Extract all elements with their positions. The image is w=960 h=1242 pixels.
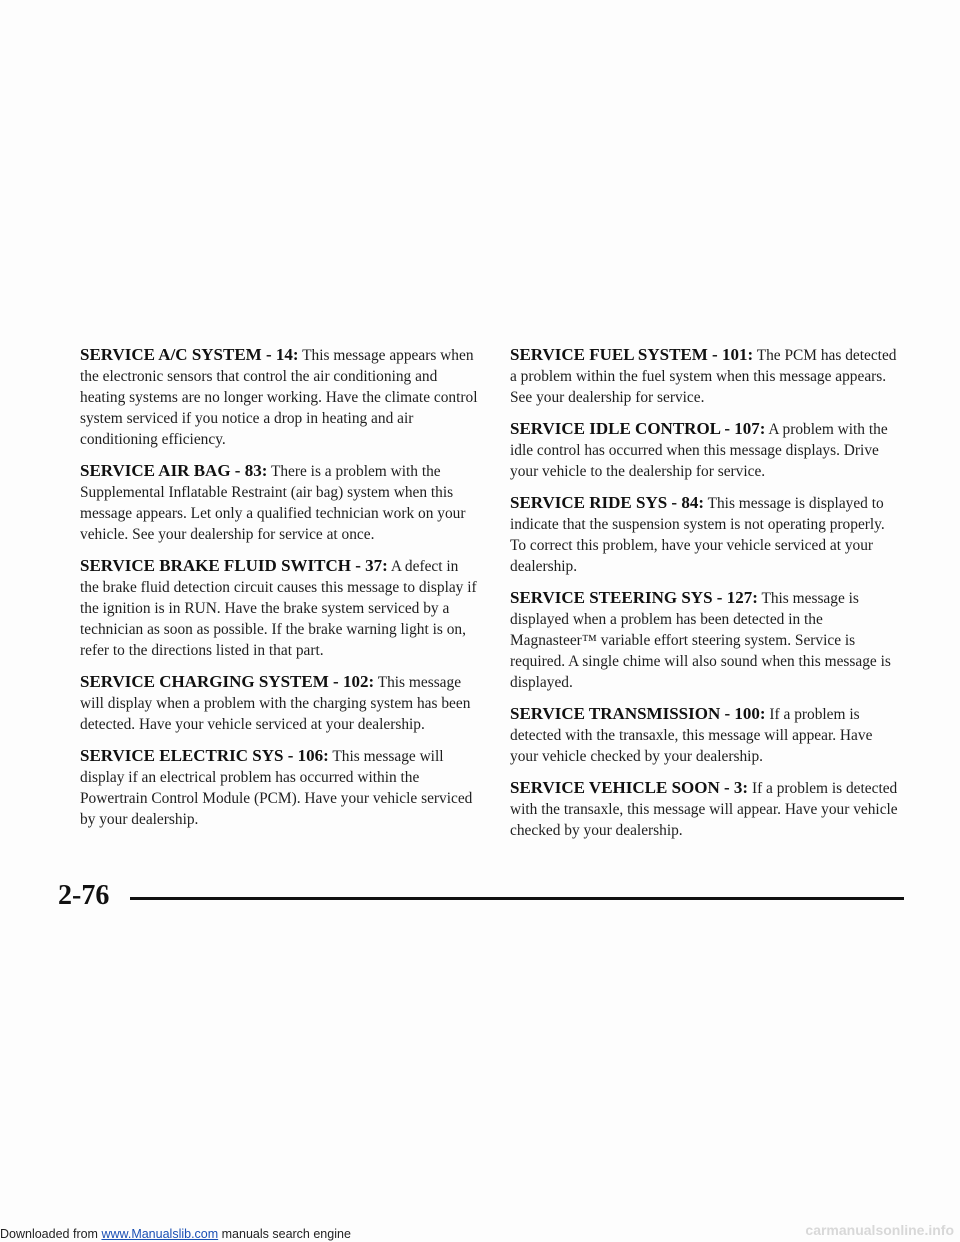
right-column (510, 344, 902, 851)
entry-heading: SERVICE STEERING SYS - 127: (510, 588, 758, 607)
entry-heading: SERVICE IDLE CONTROL - 107: (510, 419, 766, 438)
entry-service-idle-control (510, 418, 902, 482)
page-number: 2-76 (58, 880, 110, 911)
entry-text: This message will display when a problem with the charging system has been detected. Have your vehicle serviced at your dealership. (80, 674, 471, 733)
entry-text: A problem with the idle control has occurred when this message displays. Drive your vehicle to the dealership for service. (510, 421, 888, 480)
entry-heading: SERVICE FUEL SYSTEM - 101: (510, 345, 754, 364)
entry-text: If a problem is detected with the transaxle, this message will appear. Have your vehicle checked by your dealership. (510, 780, 898, 839)
entry-text: A defect in the brake fluid detection circuit causes this message to display if the ignition is in RUN. Have the brake system serviced by a technician as soon as possible. If the brake warning light is on, refer to the directions listed in that part. (80, 558, 477, 659)
entry-text: This message is displayed to indicate that the suspension system is not operating properly. To correct this problem, have your vehicle serviced at your dealership. (510, 495, 885, 575)
entry-text: This message is displayed when a problem has been detected in the Magnasteer™ variable effort steering system. Service is required. A single chime will also sound when this message is displayed. (510, 590, 891, 691)
entry-heading: SERVICE A/C SYSTEM - 14: (80, 345, 299, 364)
entry-heading: SERVICE AIR BAG - 83: (80, 461, 268, 480)
entry-service-vehicle-soon (510, 777, 902, 841)
entry-service-steering-sys (510, 587, 902, 693)
entry-heading: SERVICE BRAKE FLUID SWITCH - 37: (80, 556, 388, 575)
entry-service-electric-sys (80, 745, 480, 830)
left-column (80, 344, 480, 840)
entry-service-ac-system (80, 344, 480, 450)
footer-divider (130, 897, 904, 900)
entry-text: There is a problem with the Supplemental Inflatable Restraint (air bag) system when this message appears. Let only a qualified technician work on your vehicle. See your dealership for service at once. (80, 463, 466, 543)
manualslib-link[interactable]: www.Manualslib.com (101, 1227, 219, 1241)
entry-heading: SERVICE VEHICLE SOON - 3: (510, 778, 749, 797)
entry-text: This message appears when the electronic sensors that control the air conditioning and heating systems are no longer working. Have the climate control system serviced if you notice a drop in heating and air conditioning efficiency. (80, 347, 478, 448)
entry-service-ride-sys (510, 492, 902, 577)
download-prefix: Downloaded from (0, 1227, 102, 1241)
entry-service-air-bag (80, 460, 480, 545)
entry-service-charging-system (80, 671, 480, 735)
entry-heading: SERVICE TRANSMISSION - 100: (510, 704, 766, 723)
entry-text: If a problem is detected with the transaxle, this message will appear. Have your vehicle checked by your dealership. (510, 706, 873, 765)
entry-text: This message will display if an electrical problem has occurred within the Powertrain Control Module (PCM). Have your vehicle serviced by your dealership. (80, 748, 473, 828)
entry-heading: SERVICE ELECTRIC SYS - 106: (80, 746, 329, 765)
watermark: carmanualsonline.info (805, 1222, 954, 1238)
entry-heading: SERVICE CHARGING SYSTEM - 102: (80, 672, 375, 691)
download-bar (0, 1226, 351, 1242)
entry-text: The PCM has detected a problem within the fuel system when this message appears. See your dealership for service. (510, 347, 897, 406)
entry-heading: SERVICE RIDE SYS - 84: (510, 493, 704, 512)
entry-service-transmission (510, 703, 902, 767)
entry-service-fuel-system (510, 344, 902, 408)
download-suffix: manuals search engine (218, 1227, 351, 1241)
entry-service-brake-fluid-switch (80, 555, 480, 661)
